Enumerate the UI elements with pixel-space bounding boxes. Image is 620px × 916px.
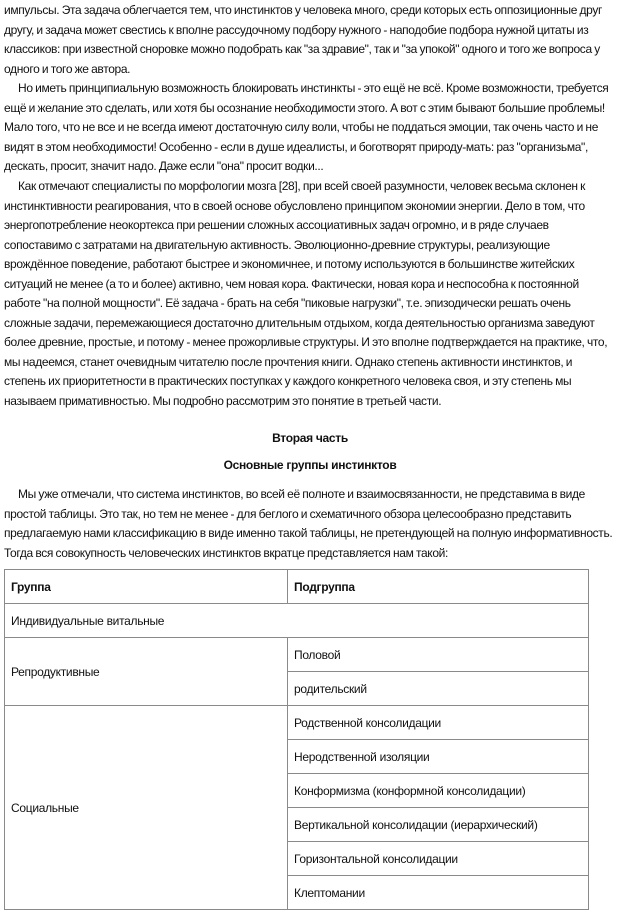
- group-reproductive: Репродуктивные: [5, 638, 288, 706]
- intro-paragraph: Мы уже отмечали, что система инстинктов, во всей её полноте и взаимосвязанности, не представима в виде простой таблицы. Это так, но тем не менее - для беглого и схематичного обзора целесообразно представить предлагаемую нами классификацию в виде именно такой таблицы, не претендующей на полную информативность. Тогда вся совокупность человеческих инстинктов вкратце представляется нам такой:: [4, 487, 613, 560]
- group-individual-vital: Индивидуальные витальные: [5, 604, 589, 638]
- paragraph-3: Как отмечают специалисты по морфологии мозга [28], при всей своей разумности, человек весьма склонен к инстинктивности реагирования, что в своей основе обусловлено принципом экономии энергии. Дело в том, что энергопотребление неокортекса при решении сложных ассоциативных задач огромно, и в ряде случаев сопоставимо с затратами на двигательную активность. Эволюционно-древние структуры, реализующие врождённое поведение, работают быстрее и экономичнее, и потому используются в большинстве житейских ситуаций не менее (а то и более) активно, чем новая кора. Фактически, новая кора и неспособна к постоянной работе "на полной мощности". Её задача - брать на себя "пиковые нагрузки", т.е. эпизодически решать очень сложные задачи, перемежающиеся достаточно длительным отдыхом, когда деятельностью организма заведуют более древние, простые, и потому - менее прожорливые структуры. И это вполне подтверждается на практике, что, мы надеемся, станет очевидным читателю после прочтения книги. Однако степень активности инстинктов, и степень их приоритетности в практических поступках у каждого конкретного человека своя, и эту степень мы называем примативностью. Мы подробно рассмотрим это понятие в третьей части.: [4, 179, 608, 408]
- instinct-groups-table: [4, 569, 589, 910]
- group-social: Социальные: [5, 706, 288, 910]
- paragraph-2: Но иметь принципиальную возможность блокировать инстинкты - это ещё не всё. Кроме возможности, требуется ещё и желание это сделать, или хотя бы осознание необходимости этого. А вот с этим бывают большие проблемы! Мало того, что не все и не всегда имеют достаточную силу воли, чтобы не поддаться эмоции, так очень часто и не видят в этом необходимости! Особенно - если в душе идеалисты, и боготворят природу-мать: раз "организьма", дескать, просит, значит надо. Даже если "она" просит водки...: [4, 81, 609, 173]
- header-subgroup: Подгруппа: [288, 570, 589, 604]
- subgroup-conformism: Конформизма (конформной консолидации): [288, 774, 589, 808]
- section-heading: Вторая часть: [272, 431, 348, 445]
- table-row: [5, 638, 589, 672]
- subgroup-parental: родительский: [288, 672, 589, 706]
- subgroup-kleptomania: Клептомании: [288, 876, 589, 910]
- subgroup-nonkin-isolation: Неродственной изоляции: [288, 740, 589, 774]
- section-subheading: Основные группы инстинктов: [223, 458, 397, 472]
- table-header-row: [5, 570, 589, 604]
- subgroup-sexual: Половой: [288, 638, 589, 672]
- paragraph-1: импульсы. Эта задача облегчается тем, что инстинктов у человека много, среди которых есть оппозиционные друг другу, и задача может свестись к вполне рассудочному подбору нужного - наподобие подбора нужной цитаты из классиков: при известной сноровке можно подобрать как "за здравие", так и "за упокой" одного и того же вопроса у одного и того же автора.: [4, 3, 603, 76]
- subgroup-horizontal-consolidation: Горизонтальной консолидации: [288, 842, 589, 876]
- subgroup-vertical-consolidation: Вертикальной консолидации (иерархический): [288, 808, 589, 842]
- table-row: [5, 604, 589, 638]
- header-group: Группа: [5, 570, 288, 604]
- table-row: [5, 706, 589, 740]
- subgroup-kin-consolidation: Родственной консолидации: [288, 706, 589, 740]
